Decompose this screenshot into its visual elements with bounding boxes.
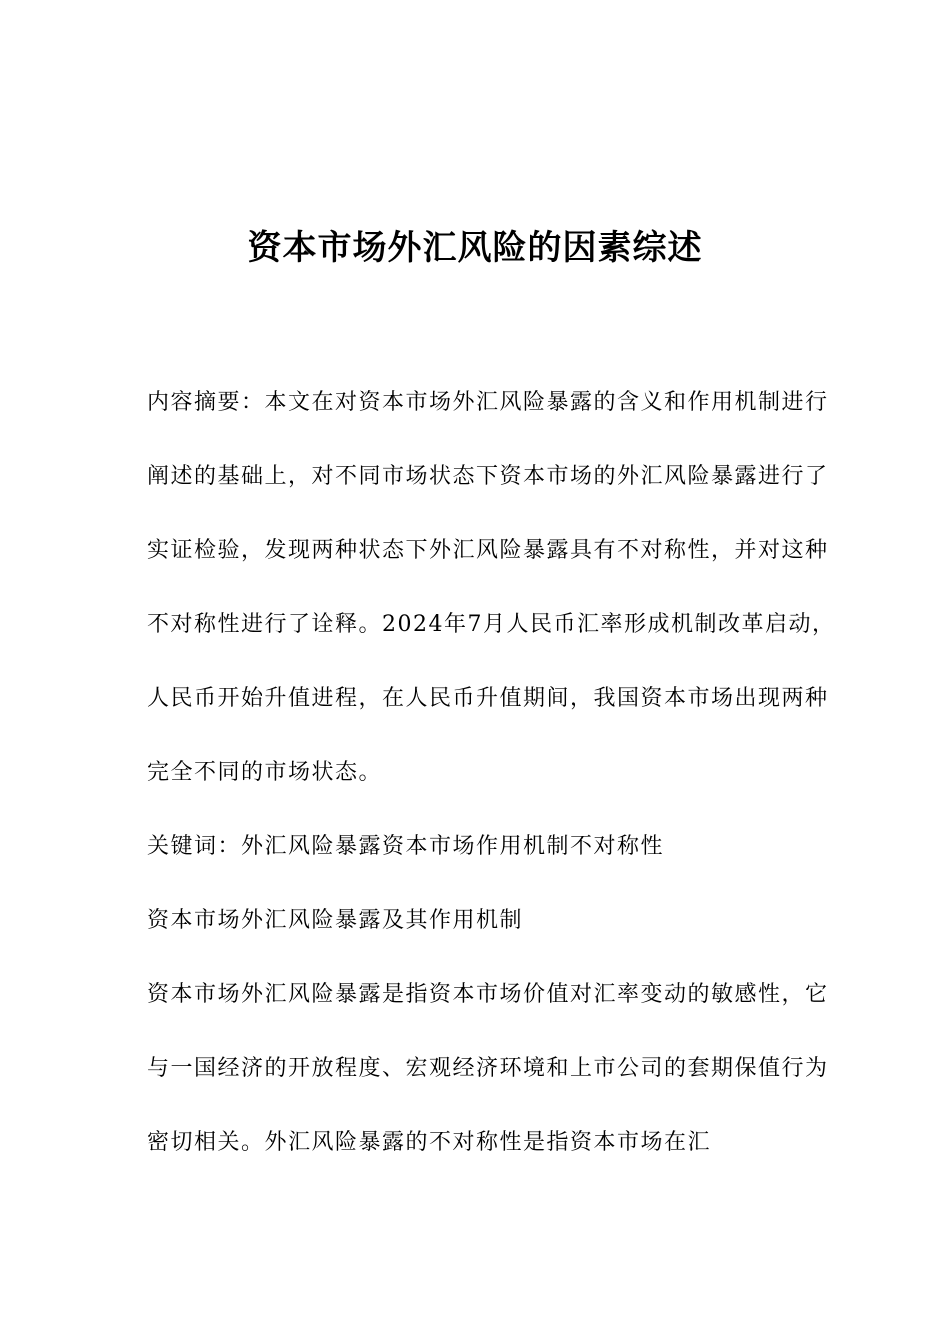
section-heading: 资本市场外汇风险暴露及其作用机制: [147, 908, 524, 933]
abstract-paragraph: 内容摘要：本文在对资本市场外汇风险暴露的含义和作用机制进行阐述的基础上，对不同市场状态下资本市场的外汇风险暴露进行了实证检验，发现两种状态下外汇风险暴露具有不对称性，并对这种不对称性进行了诠释。2024年7月人民币汇率形成机制改革启动，人民币开始升值进程，在人民币升值期间，我国资本市场出现两种完全不同的市场状态。: [147, 390, 836, 785]
section-paragraph: 资本市场外汇风险暴露是指资本市场价值对汇率变动的敏感性，它与一国经济的开放程度、宏观经济环境和上市公司的套期保值行为密切相关。外汇风险暴露的不对称性是指资本市场在汇: [147, 982, 829, 1155]
keywords-line: 关键词：外汇风险暴露资本市场作用机制不对称性: [147, 834, 665, 859]
document-title: 资本市场外汇风险的因素综述: [247, 228, 703, 268]
